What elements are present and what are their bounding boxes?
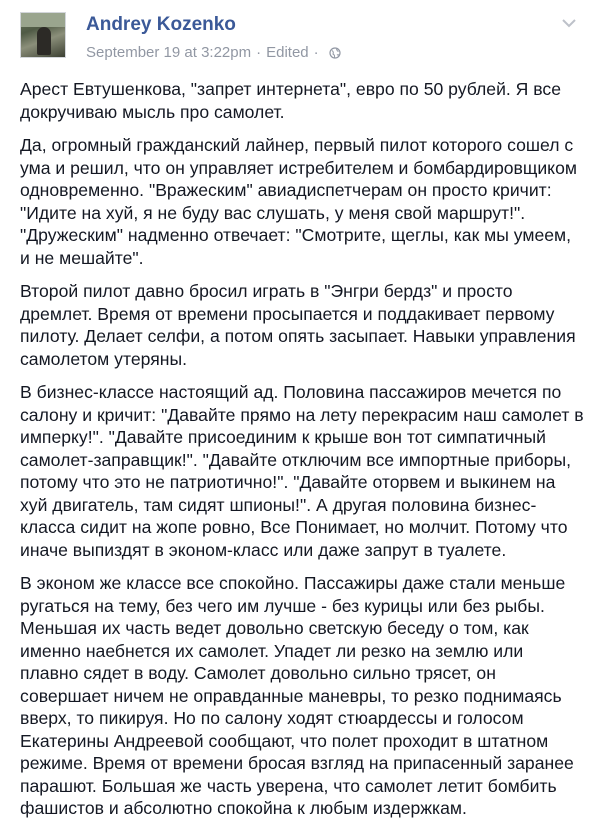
post-paragraph-4: В бизнес-классе настоящий ад. Половина пассажиров мечется по салону и кричит: "Давайте прямо на лету перекрасим наш самолет в имперку!". "Давайте присоединим к крыше вон тот симпатичный самолет-заправщик!". "Давайте отключим все импортные приборы, потому что это не патриотично!". "Давайте оторвем и выкинем на хуй двигатель, там сидят шпионы!". А другая половина бизнес-класса сидит на жопе ровно, Все Понимает, но молчит. Потому что иначе выпиздят в эконом-класс или даже запрут в туалете. bbox=[20, 382, 584, 560]
post-paragraph-2: Да, огромный гражданский лайнер, первый пилот которого сошел с ума и решил, что он управляет истребителем и бомбардировщиком одновременно. "Вражеским" авиадиспетчерам он просто кричит: "Идите на хуй, я не буду вас слушать, у меня свой маршрут!". "Дружеским" надменно отвечает: "Смотрите, щеглы, как мы умеем, и не мешайте". bbox=[20, 135, 577, 268]
post-paragraph-1: Арест Евтушенкова, "запрет интернета", евро по 50 рублей. Я все докручиваю мысль про самолет. bbox=[20, 79, 562, 122]
post-meta bbox=[86, 44, 341, 61]
chevron-down-icon[interactable] bbox=[562, 18, 576, 28]
post-body bbox=[10, 78, 590, 820]
edited-label[interactable]: Edited bbox=[266, 44, 309, 61]
post-paragraph-3: Второй пилот давно бросил играть в "Энгри бердз" и просто дремлет. Время от времени просыпается и поддакивает первому пилоту. Делает селфи, а потом опять засыпает. Навыки управления самолетом утеряны. bbox=[20, 281, 576, 369]
meta-separator: · bbox=[256, 44, 262, 61]
post-header bbox=[10, 0, 590, 78]
avatar[interactable] bbox=[20, 12, 66, 58]
post-paragraph-5: В эконом же классе все спокойно. Пассажиры даже стали меньше ругаться на тему, без чего им лучше - без курицы или без рыбы. Меньшая их часть ведет довольно светскую беседу о том, как именно наебнется их самолет. Упадет ли резко на землю или плавно сядет в воду. Самолет довольно сильно трясет, он совершает ничем не оправданные маневры, то резко поднимаясь вверх, то пикируя. Но по салону ходят стюардессы и голосом Екатерины Андреевой сообщают, что полет проходит в штатном режиме. Время от времени бросая взгляд на припасенный заранее парашют. Большая же часть уверена, что самолет летит бомбить фашистов и абсолютно спокойна к любым издержкам. bbox=[20, 573, 574, 818]
meta-separator-2: · bbox=[313, 44, 319, 61]
globe-icon[interactable] bbox=[329, 47, 341, 59]
author-name-link[interactable]: Andrey Kozenko bbox=[86, 14, 236, 35]
post-timestamp[interactable]: September 19 at 3:22pm bbox=[86, 44, 252, 61]
